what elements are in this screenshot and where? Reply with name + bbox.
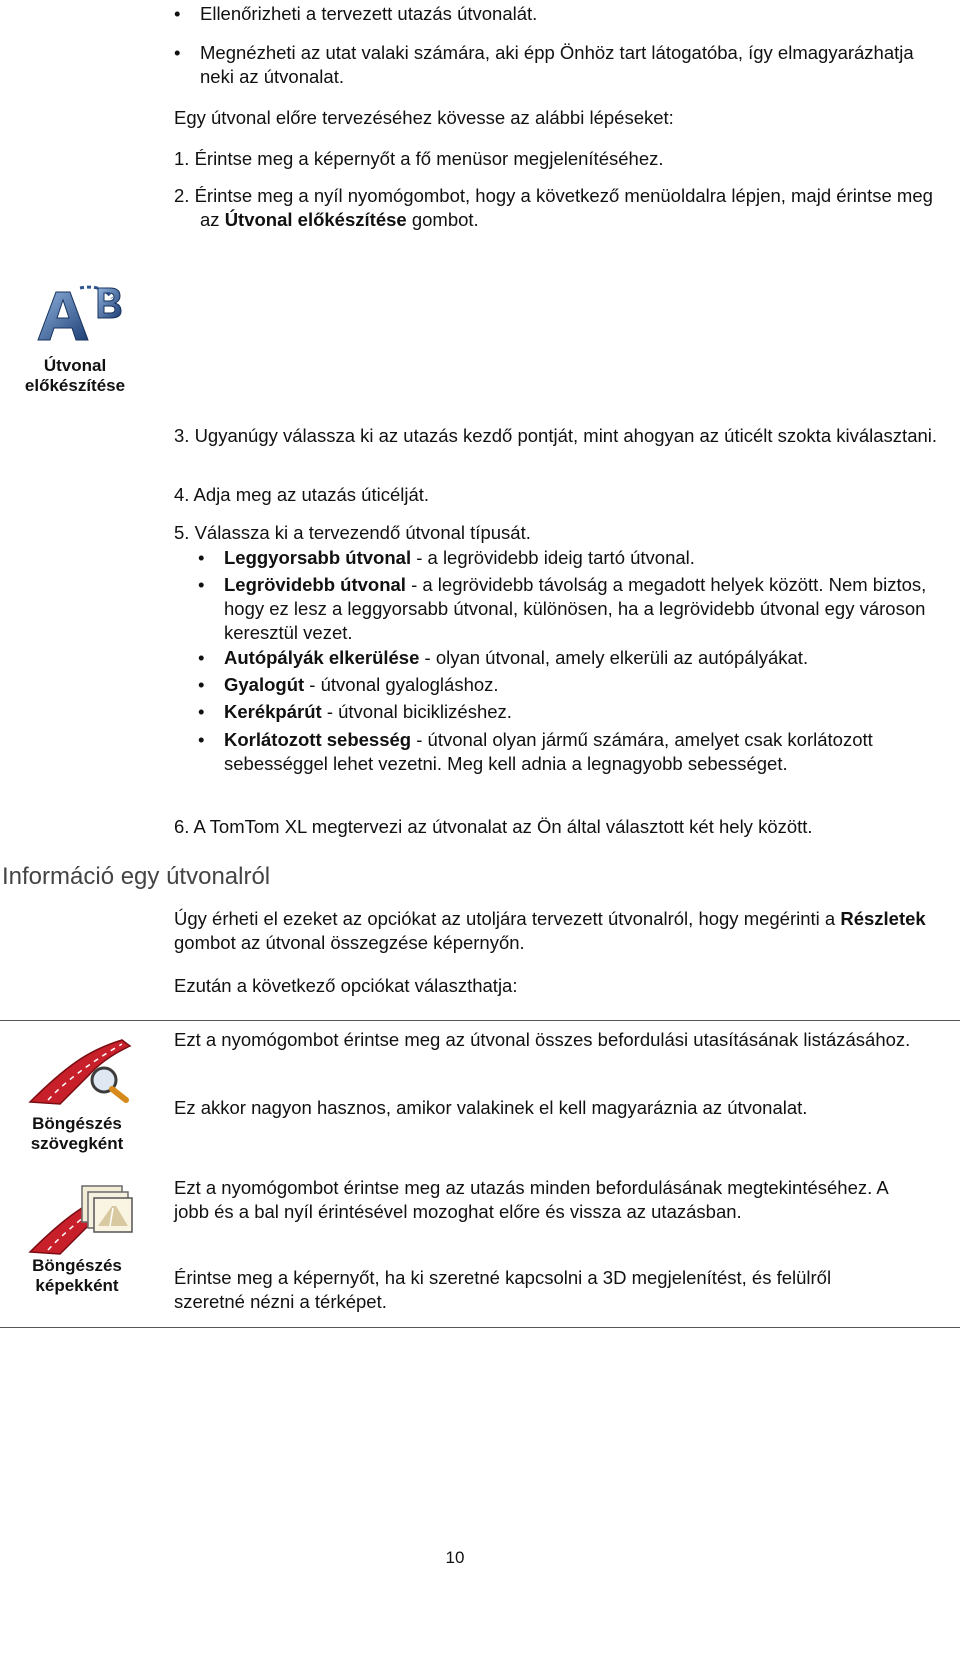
route-type-name: Kerékpárút [224,701,322,722]
section-paragraph [174,907,954,955]
option-desc: Ez akkor nagyon hasznos, amikor valakinek el kell magyaráznia az útvonalat. [174,1097,808,1118]
route-type-desc: - olyan útvonal, amely elkerüli az autópályákat. [419,647,809,668]
bullet-text: Megnézheti az utat valaki számára, aki épp Önhöz tart látogatóba, így elmagyarázhatja neki az útvonalat. [200,42,914,87]
step-5: 5. Válassza ki a tervezendő útvonal típusát. [174,522,531,543]
route-plan-button[interactable] [36,284,122,344]
label-line-2: előkészítése [24,376,126,395]
route-type-name: Legrövidebb útvonal [224,574,406,595]
route-ab-icon [36,284,122,344]
section-title: Információ egy útvonalról [2,863,271,890]
step-6: 6. A TomTom XL megtervezi az útvonalat az Ön által választott két hely között. [174,816,813,837]
browse-images-icon [26,1180,136,1256]
browse-images-label [16,1256,138,1296]
page-number: 10 [445,1548,465,1567]
section-paragraph-2: Ezután a következő opciókat választhatja: [174,975,518,996]
route-type-item [224,673,944,697]
route-type-item [224,646,944,670]
section-p1-text: Úgy érheti el ezeket az opciókat az utoljára tervezett útvonalról, hogy megérinti a [174,908,841,929]
route-type-desc: - a legrövidebb ideig tartó útvonal. [411,547,695,568]
route-type-desc: - a legrövidebb távolság a megadott helyek között. Nem biztos, hogy ez lesz a leggyorsabb útvonal, különösen, ha a legrövidebb útvonal egy városon keresztül vezet. [224,574,927,643]
label-line-1: Útvonal [43,356,107,375]
route-type-desc: - útvonal gyalogláshoz. [304,674,499,695]
step-2 [174,184,940,232]
step-2-text: 2. Érintse meg a nyíl nyomógombot, hogy a következő menüoldalra lépjen, majd érintse meg az [174,185,933,230]
bullet-text: Ellenőrizheti a tervezett utazás útvonalát. [200,3,538,24]
step-4: 4. Adja meg az utazás úticélját. [174,484,430,505]
route-type-desc: - útvonal olyan jármű számára, amelyet csak korlátozott sebességgel lehet vezetni. Meg kell adnia a legnagyobb sebességet. [224,729,873,774]
intro-text: Egy útvonal előre tervezéséhez kövesse az alábbi lépéseket: [174,107,674,128]
route-type-item [224,700,944,724]
bullet-item [200,41,920,89]
option-desc: Ezt a nyomógombot érintse meg az útvonal összes befordulási utasításának listázásához. [174,1029,911,1050]
step-3-text: 3. Ugyanúgy válassza ki az utazás kezdő pontját, mint ahogyan az úticélt szokta kiválasztani. [174,425,938,446]
route-plan-label [14,356,136,396]
route-type-item [224,728,924,776]
details-button-ref: Részletek [840,908,926,929]
browse-text-button[interactable] [26,1036,136,1106]
route-type-name: Gyalogút [224,674,305,695]
browse-text-label [16,1114,138,1154]
route-type-name: Autópályák elkerülése [224,647,420,668]
label-line-2: képekként [35,1276,119,1295]
step-1: 1. Érintse meg a képernyőt a fő menüsor megjelenítéséhez. [174,148,664,169]
label-line-1: Böngészés [32,1114,122,1133]
label-line-2: szövegként [30,1134,124,1153]
step-2-end: gombot. [406,209,479,230]
route-type-name: Korlátozott sebesség [224,729,412,750]
route-type-desc: - útvonal biciklizéshez. [321,701,512,722]
route-type-name: Leggyorsabb útvonal [224,547,412,568]
route-type-item [224,573,944,645]
option-desc: Érintse meg a képernyőt, ha ki szeretné kapcsolni a 3D megjelenítést, és felülről szeretné nézni a térképet. [174,1267,832,1312]
step-2-bold: Útvonal előkészítése [224,209,407,230]
label-line-1: Böngészés [32,1256,122,1275]
step-3 [174,424,960,448]
browse-text-icon [26,1036,136,1106]
option-desc: Ezt a nyomógombot érintse meg az utazás minden befordulásának megtekintéséhez. A jobb és a bal nyíl érintésével mozoghat előre és vissza az utazásban. [174,1177,888,1222]
divider [0,1327,960,1328]
divider [0,1020,960,1021]
bullet-item [200,2,920,26]
section-p1-end: gombot az útvonal összegzése képernyőn. [174,932,525,953]
browse-images-button[interactable] [26,1180,136,1256]
route-type-item [224,546,944,570]
